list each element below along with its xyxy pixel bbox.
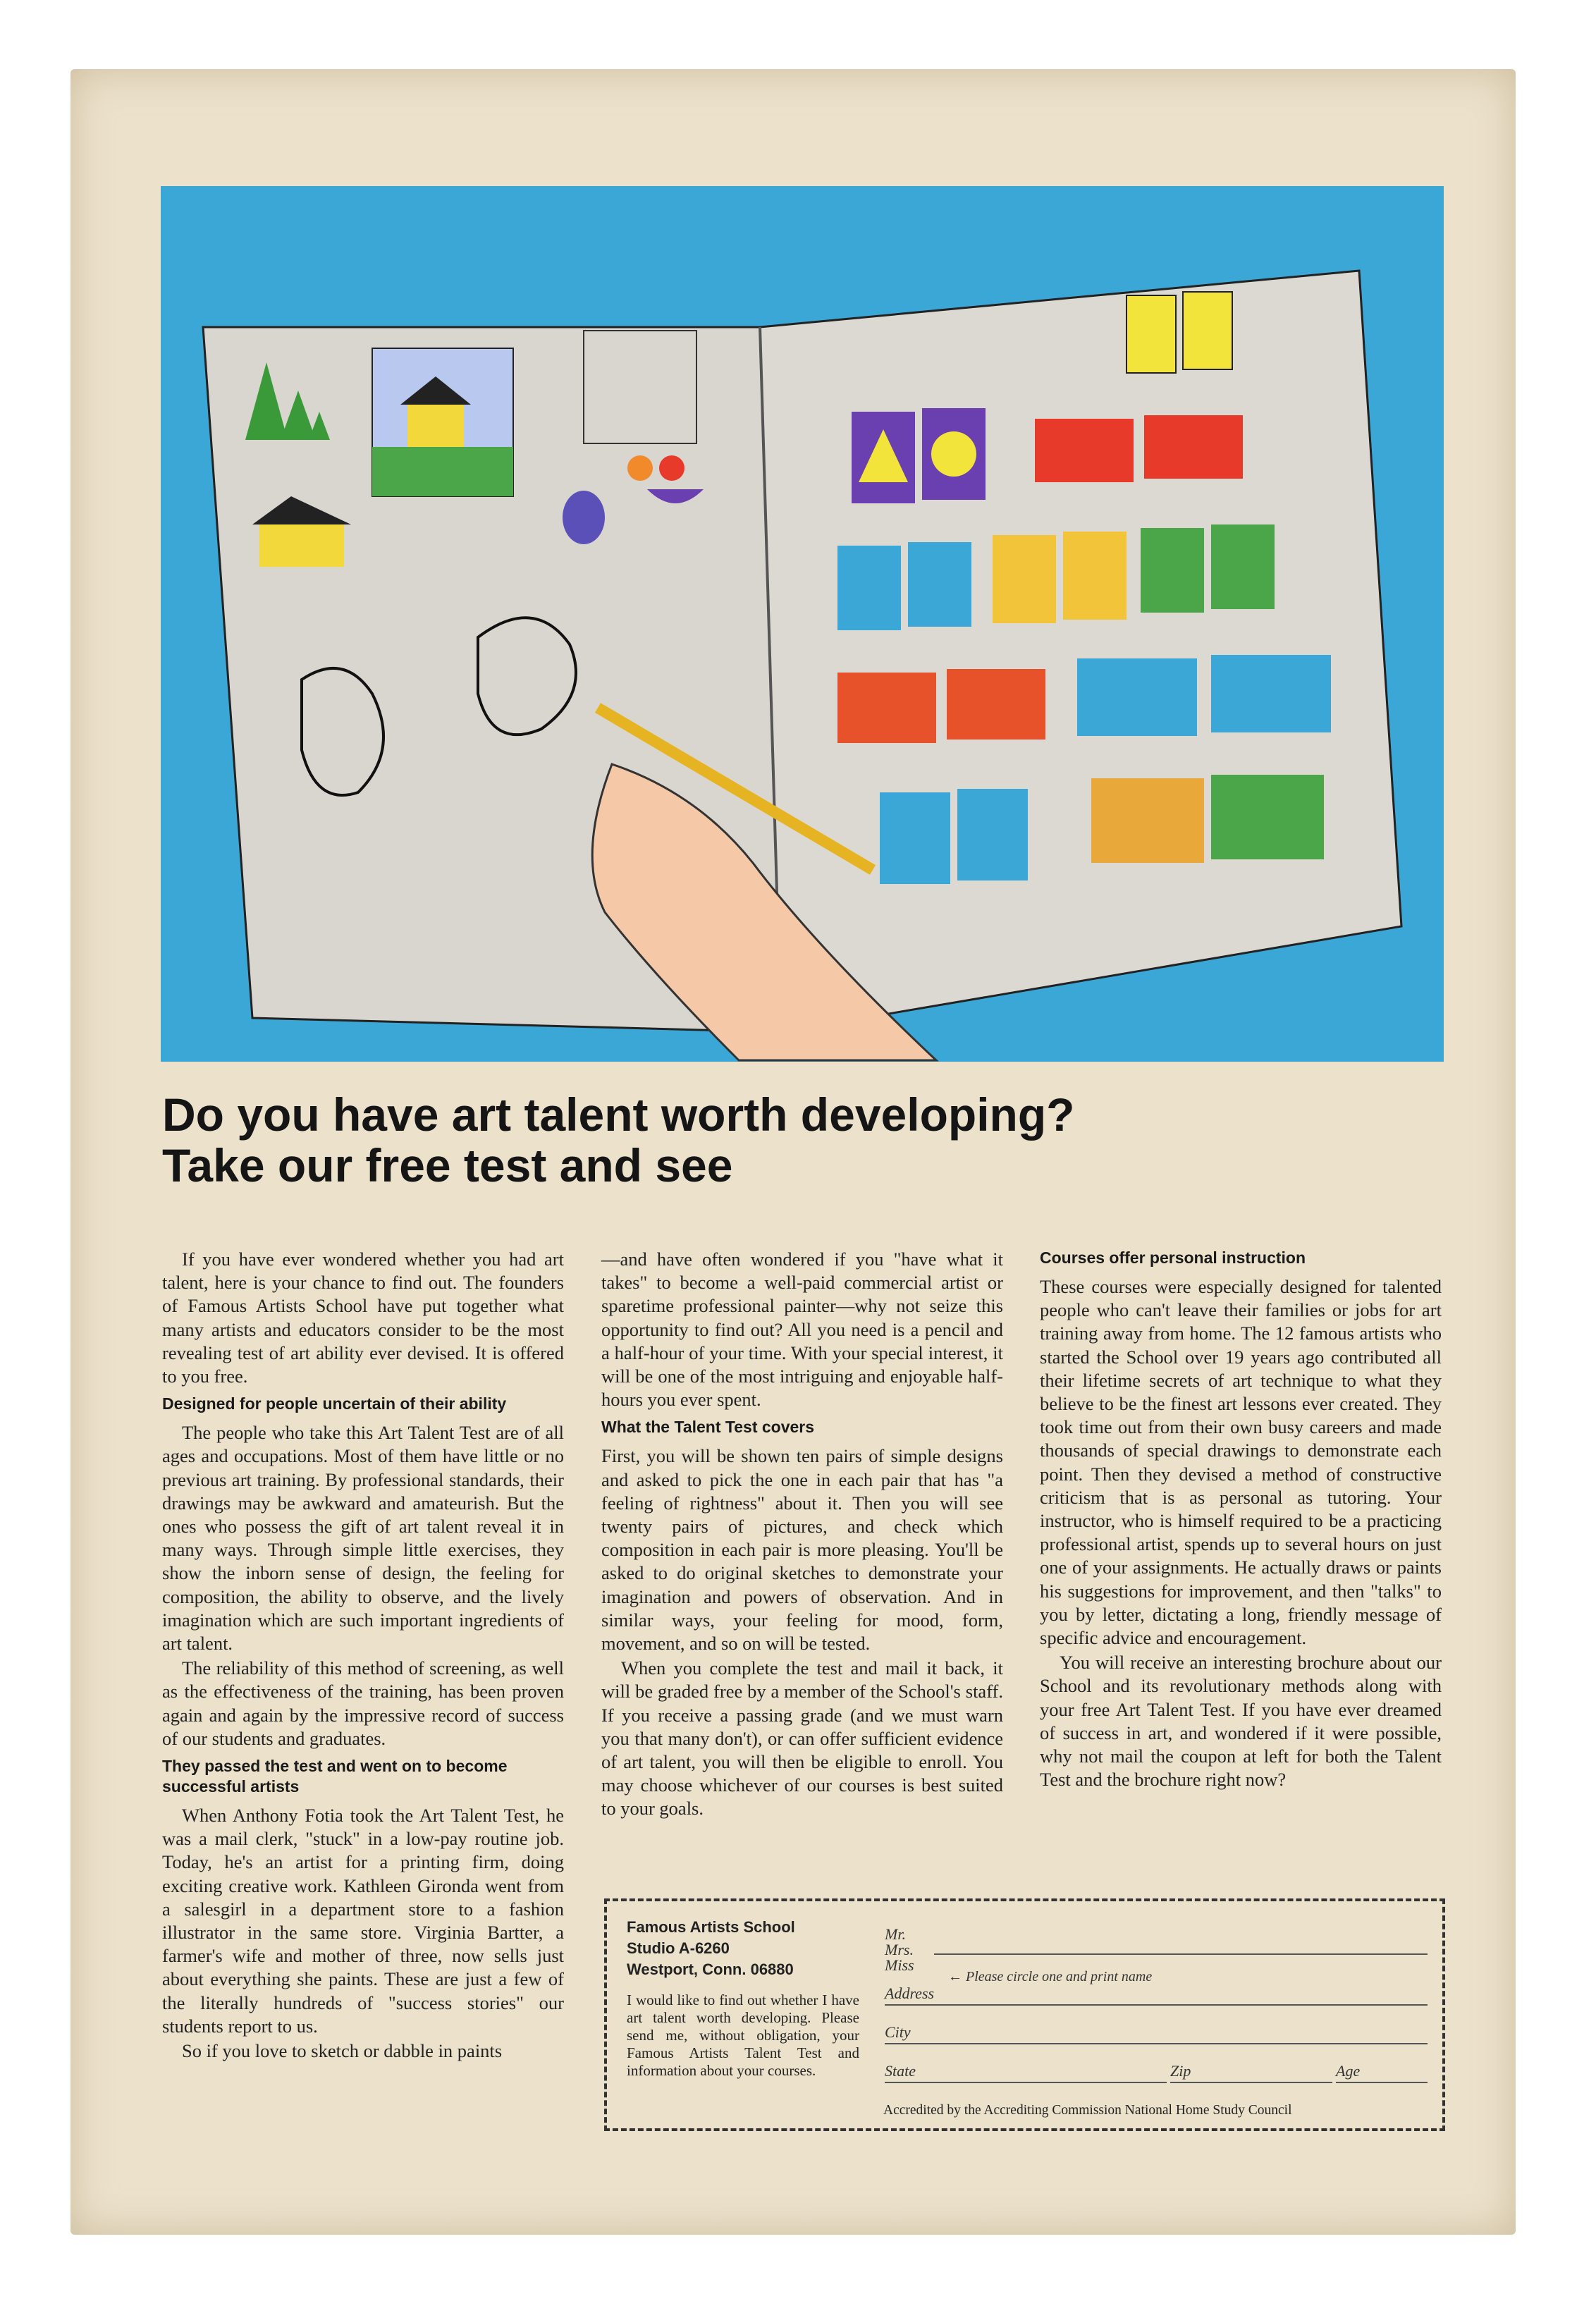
headline	[162, 1089, 1445, 1191]
col1-paragraph-2: The people who take this Art Talent Test are of all ages and occupations. Most of them have little or no previous art training. By professional standards, their drawings may be awkward and amateurish. But the ones who possess the gift of art talent reveal it in many ways. Through simple little exercises, they show the inborn sense of design, the feeling for composition, the ability to observe, and the lively imagination which are such important ingredients of art talent.	[162, 1422, 564, 1655]
state-label: State	[885, 2062, 919, 2080]
age-field[interactable]	[1336, 2062, 1428, 2083]
col1-paragraph-4: When Anthony Fotia took the Art Talent Test, he was a mail clerk, "stuck" in a low-pay routine job. Today, he's an artist for a printing firm, doing exciting creative work. Kathleen Gironda went from a salesgirl in a department store to a fashion illustrator in the same store. Virginia Bartter, a farmer's wife and mother of three, now sells just about everything she paints. These are just a few of the literally hundreds of "success stories" our students report to us.	[162, 1805, 564, 2037]
name-instruction: ← Please circle one and print name	[948, 1969, 1153, 1984]
zip-field[interactable]	[1170, 2062, 1332, 2083]
test-book-illustration	[161, 186, 1444, 1062]
coupon-left	[627, 1917, 859, 2080]
illustration-open-test-book	[161, 186, 1444, 1062]
title-mrs[interactable]: Mrs.	[885, 1941, 914, 1958]
col3-paragraph-1: These courses were especially designed for talented people who can't leave their families or jobs for art training away from home. The 12 famous artists who started the School over 19 years ago contributed all their lifetime secrets of art technique to what they believe to be the finest art lessons ever created. They took time out from their own busy careers and made thousands of special drawings to demonstrate each point. Then they devised a method of constructive criticism that is as personal as tutoring. Your instructor, who is himself required to be a practicing professional artist, spends up to several hours on just one of your assignments. He actually draws or paints his suggestions for improvement, and then "talks" to you by letter, dictating a long, friendly message of specific advice and encouragement.	[1040, 1276, 1442, 1649]
studio-number: Studio A-6260	[627, 1939, 730, 1957]
title-miss[interactable]: Miss	[885, 1956, 914, 1974]
col3-paragraph-2: You will receive an interesting brochure about our School and its revolutionary methods along with your free Art Talent Test. If you have ever dreamed of success in art, and wondered if it were possible, why not mail the coupon at left for both the Talent Test and the brochure right now?	[1040, 1652, 1442, 1791]
column-3	[1040, 1248, 1442, 1793]
col1-subhead-2: They passed the test and went on to become successful artists	[162, 1757, 508, 1796]
city-field[interactable]	[885, 2023, 1428, 2044]
age-label: Age	[1336, 2062, 1363, 2080]
column-2	[601, 1248, 1003, 1822]
coupon-request-text: I would like to find out whether I have art talent worth developing. Please send me, without obligation, your Famous Artists Talent Test and information about your courses.	[627, 1992, 859, 2079]
col2-paragraph-1: —and have often wondered if you "have what it takes" to become a well-paid commercial artist or sparetime professional painter—why not seize this opportunity to find out? All you need is a pencil and a half-hour of your time. With your special interest, it will be one of the most intriguing and enjoyable half-hours you ever spent.	[601, 1248, 1003, 1411]
state-field[interactable]	[885, 2062, 1167, 2083]
school-city: Westport, Conn. 06880	[627, 1961, 794, 1978]
school-name: Famous Artists School	[627, 1918, 795, 1936]
col3-subhead-1: Courses offer personal instruction	[1040, 1248, 1306, 1267]
title-mr[interactable]: Mr.	[885, 1925, 906, 1943]
col2-paragraph-2: First, you will be shown ten pairs of simple designs and asked to pick the one in each pair that has "a feeling of rightness" about it. Then you will see twenty pairs of pictures, and check which composition in each pair is more pleasing. You'll be asked to do original sketches to demonstrate your imagination and powers of observation. And in similar ways, your feeling for mood, form, movement, and so on will be tested.	[601, 1445, 1003, 1655]
headline-line-1: Do you have art talent worth developing?	[162, 1088, 1075, 1141]
city-label: City	[885, 2023, 914, 2042]
zip-label: Zip	[1170, 2062, 1193, 2080]
col1-paragraph-1: If you have ever wondered whether you had art talent, here is your chance to find out. The founders of Famous Artists School have put together what many artists and educators consider to be the most revealing test of art ability ever devised. It is offered to you free.	[162, 1248, 564, 1387]
name-field[interactable]	[934, 1934, 1428, 1955]
col2-paragraph-3: When you complete the test and mail it back, it will be graded free by a member of the School's staff. If you receive a passing grade (and we must warn you that many don't), or can offer sufficient evidence of art talent, you will then be eligible to enroll. You may choose whichever of our courses is best suited to your goals.	[601, 1657, 1003, 1820]
col1-subhead-1: Designed for people uncertain of their ability	[162, 1394, 507, 1413]
column-1	[162, 1248, 564, 2064]
title-options[interactable]	[885, 1927, 920, 1973]
col2-subhead-1: What the Talent Test covers	[601, 1418, 815, 1437]
address-field[interactable]	[885, 1984, 1428, 2006]
headline-line-2: Take our free test and see	[162, 1139, 733, 1191]
col1-paragraph-5: So if you love to sketch or dabble in paints	[182, 2040, 503, 2062]
address-label: Address	[885, 1984, 937, 2003]
col1-paragraph-3: The reliability of this method of screening, as well as the effectiveness of the training, has been proven again and again by the impressive record of success of our students and graduates.	[162, 1657, 564, 1749]
mail-in-coupon[interactable]	[604, 1898, 1445, 2131]
accreditation-text: Accredited by the Accrediting Commission National Home Study Council	[883, 2103, 1292, 2118]
